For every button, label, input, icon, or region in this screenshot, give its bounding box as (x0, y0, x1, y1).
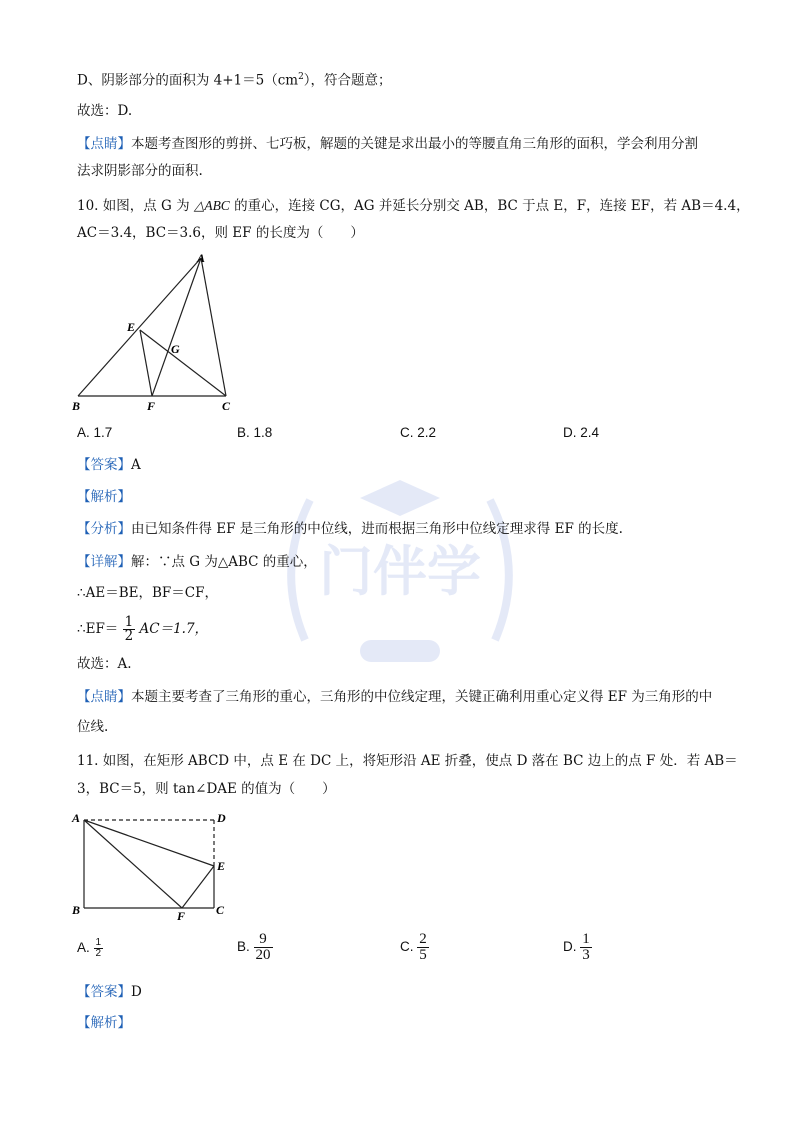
q11-option-b: B. $\frac{9}{20}$ (237, 931, 271, 963)
segment-af (84, 820, 182, 908)
choose-line-9: 故选：D. (77, 103, 133, 119)
q10-note-line-1: 【点睛】本题主要考查了三角形的重心，三角形的中位线定理，关键正确利用重心定义得 EF 为三角形的中 (77, 689, 713, 705)
q10-analysis-heading: 【解析】 (77, 489, 131, 505)
q10-fenxi: 【分析】由已知条件得 EF 是三角形的中位线，进而根据三角形中位线定理求得 EF 的长度. (77, 521, 623, 537)
label-g: G (171, 342, 180, 356)
label-f: F (147, 399, 156, 413)
segment-ac (201, 258, 226, 396)
watermark-logo (265, 440, 535, 710)
rectangle-fold-figure (68, 808, 238, 920)
question-11-line-2: 3，BC＝5，则 tan∠DAE 的值为（ ） (77, 781, 336, 797)
q10-step-2: ∴EF＝ $\frac{1}{2}$ AC＝1.7， (77, 613, 209, 644)
q10-detail: 【详解】解：∵点 G 为△ABC 的重心， (77, 554, 317, 570)
segment-fe (182, 866, 214, 908)
option-d-explanation: D、阴影部分的面积为 $4+1=5(cm^2)$，符合题意； (77, 72, 392, 89)
label-b: B (72, 903, 81, 917)
q11-analysis-heading: 【解析】 (77, 1015, 131, 1031)
q10-option-b: B. 1.8 (237, 425, 273, 440)
q10-choose: 故选：A. (77, 656, 132, 672)
question-10-line-1: 10. 如图，点 G 为 △ABC 的重心，连接 CG，AG 并延长分别交 AB，BC 于点 E，F，连接 EF，若 AB＝4.4， (77, 198, 750, 214)
label-d: D (217, 811, 226, 825)
label-c: C (216, 903, 225, 917)
segment-ab (78, 258, 201, 396)
q11-option-d: D. $\frac{1}{3}$ (563, 931, 590, 963)
label-a: A (197, 251, 206, 265)
triangle-figure (70, 250, 250, 420)
note-line-9-cont: 法求阴影部分的面积. (77, 163, 203, 179)
segment-ae (84, 820, 214, 866)
question-11-line-1: 11. 如图，在矩形 ABCD 中，点 E 在 DC 上，将矩形沿 AE 折叠，使点 D 落在 BC 边上的点 F 处．若 AB＝ (77, 753, 738, 769)
q10-option-c: C. 2.2 (400, 425, 437, 440)
label-e: E (127, 320, 136, 334)
label-a: A (72, 811, 81, 825)
label-b: B (72, 399, 81, 413)
watermark-text: 门伴学 (319, 542, 481, 602)
segment-af (152, 258, 201, 396)
q10-option-a: A. 1.7 (77, 425, 113, 440)
label-e: E (217, 859, 226, 873)
q10-step-1: ∴AE＝BE，BF＝CF， (77, 585, 218, 601)
q10-option-d: D. 2.4 (563, 425, 600, 440)
fraction-one-half: $\frac{1}{2}$ (124, 613, 134, 644)
label-c: C (222, 399, 231, 413)
q11-option-a: A. $\frac{1}{2}$ (77, 937, 102, 959)
q11-answer: 【答案】D (77, 984, 142, 1000)
note-line-9: 【点睛】本题考查图形的剪拼、七巧板，解题的关键是求出最小的等腰直角三角形的面积，学会利用分割 (77, 136, 698, 152)
q10-note-line-2: 位线. (77, 719, 109, 735)
question-10-line-2: AC＝3.4，BC＝3.6，则 EF 的长度为（ ） (77, 225, 364, 241)
segment-ce (140, 330, 226, 396)
q11-option-c: C. $\frac{2}{5}$ (400, 931, 427, 963)
note-tag: 【点睛】 (77, 136, 131, 152)
q10-answer: 【答案】A (77, 457, 141, 473)
segment-ef (140, 330, 152, 396)
label-f: F (177, 909, 186, 920)
